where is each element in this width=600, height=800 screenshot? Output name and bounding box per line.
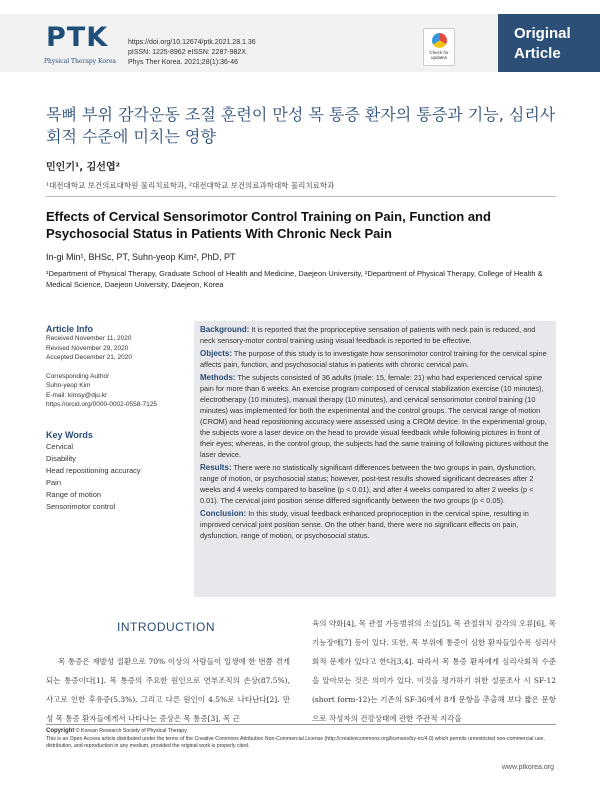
english-title: Effects of Cervical Sensorimotor Control Training on Pain, Function and Psychosocial Status in Patients With Chronic Neck Pain [46, 209, 491, 241]
keywords-heading: Key Words [46, 430, 93, 440]
corresponding-name: Suhn-yeop Kim [46, 382, 91, 389]
article-type-line1: Original [514, 25, 571, 42]
korean-authors: 민인기¹, 김선엽² [46, 162, 120, 173]
keyword-item: Disability [46, 454, 77, 463]
abstract-box [194, 321, 556, 597]
copyright-holder: © Korean Research Society of Physical Therapy [75, 728, 187, 734]
check-updates-icon [432, 33, 447, 48]
corresponding-orcid[interactable]: https://orcid.org/0000-0002-0558-7125 [46, 401, 157, 408]
abstract-background: Background: It is reported that the proprioceptive sensation of patients with neck pain is reduced, and neck sensory-motor control training using visual feedback is reported to be effective. [200, 325, 536, 345]
keyword-item: Pain [46, 478, 62, 487]
issn-text: pISSN: 1225-8962 eISSN: 2287-982X [128, 49, 246, 56]
keywords-list [46, 441, 141, 513]
abstract-conclusion: Conclusion: In this study, visual feedback enhanced proprioception in the cervical spine, resulting in improved cervical joint position sense. On the other hand, there were no significant effects on pain, dysfunction, range of motion, or psychosocial status. [200, 509, 529, 540]
received-date: Received November 11, 2020 [46, 335, 132, 342]
citation-meta [128, 38, 256, 68]
journal-header [0, 0, 600, 78]
article-info-panel [46, 324, 186, 410]
journal-logo-subtitle: Physical Therapy Korea [44, 58, 116, 65]
accepted-date: Accepted December 21, 2020 [46, 354, 132, 361]
copyright-label: Copyright [46, 728, 75, 734]
article-type-badge [498, 14, 600, 72]
keyword-item: Cervical [46, 442, 74, 451]
keyword-item: Sensorimotor control [46, 502, 116, 511]
english-affiliations: ¹Department of Physical Therapy, Graduate School of Health and Medicine, Daejeon University, ²Department of Physical Therapy, College of Health & Medical Science, Daejeon University, Daejeon, Korea [46, 269, 543, 289]
title-divider [46, 196, 556, 197]
body-column-left: 목 통증은 재발성 질환으로 70% 이상의 사람들이 일생에 한 번쯤 겪게 되는 통증이다[1]. 목 통증의 주요한 원인으로 연부조직의 손상(87.5%), 사고로 인한 후유증(5.3%), 그리고 다른 원인이 4.5%로 나타난다[2]. 만성 목 통증 환자들에게서 나타나는 증상은 목 통증[3], 목 근 [46, 657, 290, 723]
keyword-item: Head repositioning accuracy [46, 466, 141, 475]
abstract-objects: Objects: The purpose of this study is to investigate how sensorimotor control training for the cervical spine affects pain, function, and psychosocial status in patients with chronic cervical pain. [200, 349, 547, 369]
corresponding-label: Corresponding Author [46, 372, 110, 380]
article-type-line2: Article [514, 45, 561, 62]
check-for-updates-badge[interactable] [423, 28, 455, 66]
introduction-heading: INTRODUCTION [117, 620, 215, 634]
citation-text: Phys Ther Korea. 2021;28(1):36-46 [128, 59, 238, 66]
korean-affiliations: ¹대전대학교 보건의료대학원 물리치료학과, ²대전대학교 보건의료과학대학 물리치료학과 [46, 181, 335, 190]
body-column-right: 육의 약화[4], 목 관절 가동범위의 소실[5], 목 관절위치 감각의 오류[6], 목 기능장애[7] 등이 있다. 또한, 목 부위에 통증이 심한 환자들일수록 심리사회적 문제가 있다고 한다[3,4]. 따라서 목 통증 환자에게 심리사회적 수준을 알아보는 것은 의미가 있다. 이것을 평가하기 위한 설문조사 시 SF-12 (short form-12)는 기존의 SF-36에서 8개 문항을 추출해 보다 짧은 문항으로 작성자의 건강상태에 관한 주관적 지각을 [312, 619, 556, 723]
copyright-block [46, 728, 556, 751]
journal-website[interactable]: www.ptkorea.org [501, 764, 554, 771]
article-info-heading: Article Info [46, 324, 94, 334]
abstract-methods: Methods: The subjects consisted of 36 adults (male: 15, female: 21) who had experienced cervical spine pain for more than 6 weeks. An exercise program composed of cervical stabilization exercise (10 minutes), electrotherapy (10 minutes), manual therapy (10 minutes), and cervical sensorimotor control training (10 minutes) was implemented for both the experimental and the control groups. The cervical range of motion (CROM) and head repositioning accuracy were assessed using a CROM device. In the experimental group, the subjects wore a laser device on the head to provide visual feedback while following pictures in front of their eyes; whereas, in the control group, the subjects had the same training of following pictures without the laser device. [200, 373, 549, 459]
english-authors: In-gi Min¹, BHSc, PT, Suhn-yeop Kim², PhD, PT [46, 252, 236, 262]
abstract-results: Results: There were no statistically significant differences between the two groups in pain, dysfunction, range of motion, or psychosocial status; however, post-test results showed significant decreases after 2 weeks and 4 weeks compared to baseline (p < 0.01), and after 4 weeks compared to after 2 weeks (p < 0.01). The cervical joint position sense differed significantly between the two groups (p < 0.05). [200, 463, 536, 505]
doi-link[interactable]: https://doi.org/10.12674/ptk.2021.28.1.36 [128, 39, 256, 46]
revised-date: Revised November 29, 2020 [46, 344, 129, 352]
journal-logo: PTK [46, 22, 109, 53]
check-updates-label: Check for updates [429, 50, 449, 60]
license-text: This is an Open Access article distributed under the terms of the Creative Commons Attribution Non-Commercial License (http://creativecommons.org/licenses/by-nc/4.0) which permits unrestricted non-commercial use, distribution, and reproduction in any medium, provided the original work is properly cited. [46, 735, 545, 749]
korean-title: 목뼈 부위 감각운동 조절 훈련이 만성 목 통증 환자의 통증과 기능, 심리사회적 수준에 미치는 영향 [46, 105, 556, 146]
corresponding-email[interactable]: E-mail: kimsy@dju.kr [46, 391, 108, 399]
footer-divider [46, 724, 556, 725]
keyword-item: Range of motion [46, 490, 102, 499]
